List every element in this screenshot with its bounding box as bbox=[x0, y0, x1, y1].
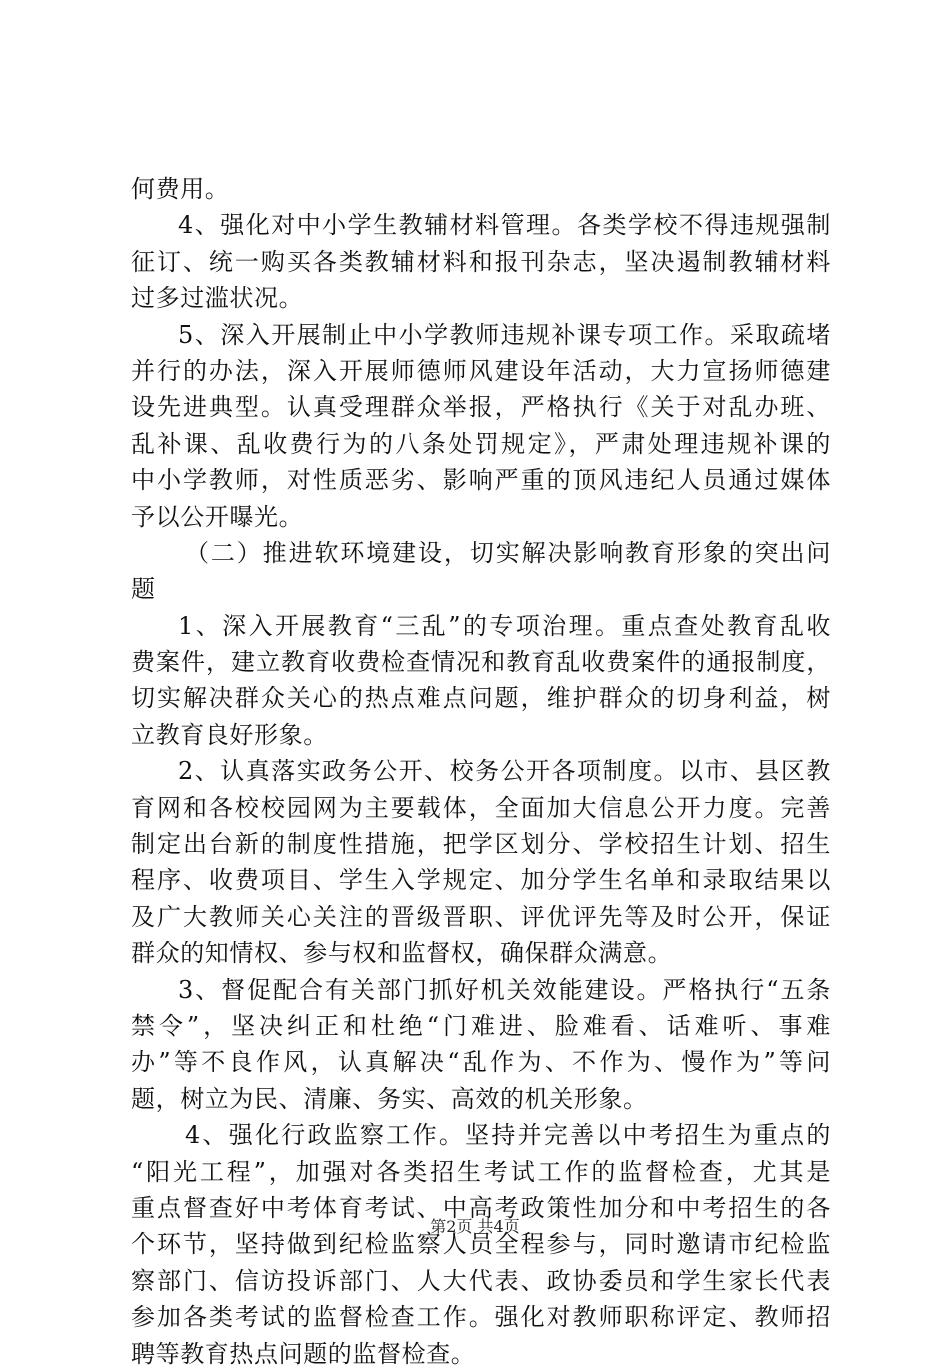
text-line: 4、强化对中小学生教辅材料管理。各类学校不得违规强制 bbox=[178, 211, 831, 240]
text-line: 征订、统一购买各类教辅材料和报刊杂志，坚决遏制教辅材料 bbox=[131, 247, 831, 276]
text-line: 1、深入开展教育“三乱”的专项治理。重点查处教育乱收 bbox=[178, 611, 831, 640]
text-line: 中小学教师，对性质恶劣、影响严重的顶风违纪人员通过媒体 bbox=[131, 466, 831, 495]
text-line: 设先进典型。认真受理群众举报，严格执行《关于对乱办班、 bbox=[131, 393, 831, 422]
text-line: 办”等不良作风，认真解决“乱作为、不作为、慢作为”等问 bbox=[131, 1048, 831, 1077]
section-heading: （二）推进软环境建设，切实解决影响教育形象的突出问 bbox=[185, 538, 831, 567]
text-line: 禁令”，坚决纠正和杜绝“门难进、脸难看、话难听、事难 bbox=[131, 1011, 831, 1040]
text-line: 程序、收费项目、学生入学规定、加分学生名单和录取结果以 bbox=[131, 866, 831, 895]
text-line: 3、督促配合有关部门抓好机关效能建设。严格执行“五条 bbox=[178, 975, 831, 1004]
text-line: 乱补课、乱收费行为的八条处罚规定》，严肃处理违规补课的 bbox=[131, 429, 831, 458]
text-line: 立教育良好形象。 bbox=[131, 720, 328, 749]
text-line: “阳光工程”，加强对各类招生考试工作的监督检查，尤其是 bbox=[131, 1157, 831, 1186]
text-line: 4、强化行政监察工作。坚持并完善以中考招生为重点的 bbox=[185, 1121, 831, 1150]
section-heading-cont: 题 bbox=[131, 575, 156, 604]
text-line: 参加各类考试的监督检查工作。强化对教师职称评定、教师招 bbox=[131, 1303, 831, 1332]
text-line: 题，树立为民、清廉、务实、高效的机关形象。 bbox=[131, 1084, 648, 1113]
text-line: 察部门、信访投诉部门、人大代表、政协委员和学生家长代表 bbox=[131, 1266, 831, 1295]
text-line: 切实解决群众关心的热点难点问题，维护群众的切身利益，树 bbox=[131, 684, 831, 713]
text-line: 何费用。 bbox=[131, 175, 230, 203]
text-line: 群众的知情权、参与权和监督权，确保群众满意。 bbox=[131, 939, 673, 968]
text-line: 过多过滥状况。 bbox=[131, 284, 304, 313]
text-line: 费案件，建立教育收费检查情况和教育乱收费案件的通报制度， bbox=[131, 648, 831, 677]
text-line: 并行的办法，深入开展师德师风建设年活动，大力宣扬师德建 bbox=[131, 356, 831, 385]
text-line: 重点督查好中考体育考试、中高考政策性加分和中考招生的各 bbox=[131, 1193, 831, 1222]
text-line: 育网和各校校园网为主要载体，全面加大信息公开力度。完善 bbox=[131, 793, 831, 822]
text-line: 予以公开曝光。 bbox=[131, 502, 304, 531]
page-number-footer: 第2页 共4页 bbox=[430, 1217, 520, 1236]
text-line: 5、深入开展制止中小学教师违规补课专项工作。采取疏堵 bbox=[178, 320, 831, 349]
document-body bbox=[131, 171, 831, 1372]
text-line: 个环节，坚持做到纪检监察人员全程参与，同时邀请市纪检监 bbox=[131, 1230, 831, 1259]
text-line: 2、认真落实政务公开、校务公开各项制度。以市、县区教 bbox=[178, 757, 831, 786]
text-line: 制定出台新的制度性措施，把学区划分、学校招生计划、招生 bbox=[131, 830, 831, 859]
text-line: 及广大教师关心关注的晋级晋职、评优评先等及时公开，保证 bbox=[131, 902, 831, 931]
text-line: 聘等教育热点问题的监督检查。 bbox=[131, 1339, 476, 1368]
